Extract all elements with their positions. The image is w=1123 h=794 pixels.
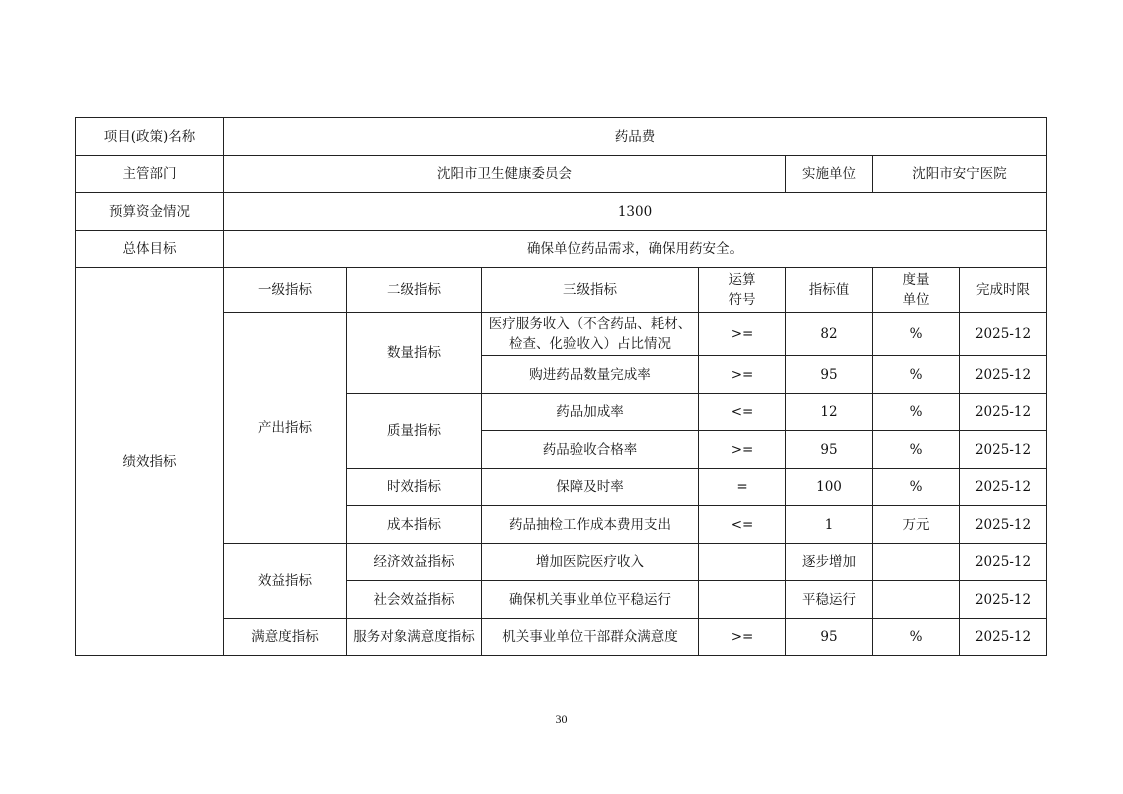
indicator-cell: 保障及时率: [482, 469, 699, 506]
deadline-cell: 2025-12: [960, 469, 1047, 506]
value-cell: 平稳运行: [786, 581, 873, 619]
group-satisfaction: 满意度指标: [224, 619, 347, 656]
unit-cell: 万元: [873, 506, 960, 544]
indicator-cell: 药品验收合格率: [482, 431, 699, 469]
col-unit-header: [873, 268, 960, 313]
unit-cell: %: [873, 394, 960, 431]
unit-cell: [873, 581, 960, 619]
col-op-header-line2: 符号: [728, 292, 756, 308]
group-output: 产出指标: [224, 313, 347, 544]
unit-cell: %: [873, 619, 960, 656]
col-op-header-line1: 运算: [728, 272, 756, 288]
col-value-header: 指标值: [786, 268, 873, 313]
col-level2-header: 二级指标: [347, 268, 482, 313]
goal-row: [76, 231, 1047, 268]
value-cell: 82: [786, 313, 873, 356]
deadline-cell: 2025-12: [960, 619, 1047, 656]
dept-value: 沈阳市卫生健康委员会: [224, 156, 786, 193]
operator-cell: =: [699, 469, 786, 506]
indicator-cell: [482, 313, 699, 356]
value-cell: 12: [786, 394, 873, 431]
budget-row: [76, 193, 1047, 231]
performance-table: [75, 117, 1047, 656]
unit-cell: %: [873, 431, 960, 469]
goal-label: 总体目标: [76, 231, 224, 268]
column-header-row: [76, 268, 1047, 313]
subgroup-social: 社会效益指标: [347, 581, 482, 619]
subgroup-quality: 质量指标: [347, 394, 482, 469]
operator-cell: [699, 544, 786, 581]
deadline-cell: 2025-12: [960, 581, 1047, 619]
operator-cell: >=: [699, 313, 786, 356]
operator-cell: >=: [699, 619, 786, 656]
operator-cell: <=: [699, 394, 786, 431]
indicator-cell: 药品抽检工作成本费用支出: [482, 506, 699, 544]
deadline-cell: 2025-12: [960, 431, 1047, 469]
deadline-cell: 2025-12: [960, 394, 1047, 431]
subgroup-timeliness: 时效指标: [347, 469, 482, 506]
unit-cell: %: [873, 313, 960, 356]
perf-label: 绩效指标: [76, 268, 224, 656]
subgroup-cost: 成本指标: [347, 506, 482, 544]
operator-cell: >=: [699, 431, 786, 469]
indicator-cell: 确保机关事业单位平稳运行: [482, 581, 699, 619]
col-level1-header: 一级指标: [224, 268, 347, 313]
operator-cell: <=: [699, 506, 786, 544]
deadline-cell: 2025-12: [960, 313, 1047, 356]
deadline-cell: 2025-12: [960, 544, 1047, 581]
impl-value: 沈阳市安宁医院: [873, 156, 1047, 193]
indicator-cell: 增加医院医疗收入: [482, 544, 699, 581]
indicator-line2: 检查、化验收入）占比情况: [509, 336, 671, 352]
project-name-value: 药品费: [224, 118, 1047, 156]
value-cell: 95: [786, 431, 873, 469]
budget-value: 1300: [224, 193, 1047, 231]
operator-cell: [699, 581, 786, 619]
indicator-cell: 机关事业单位干部群众满意度: [482, 619, 699, 656]
col-op-header: [699, 268, 786, 313]
project-name-label: 项目(政策)名称: [76, 118, 224, 156]
operator-cell: >=: [699, 356, 786, 394]
value-cell: 100: [786, 469, 873, 506]
goal-value: 确保单位药品需求，确保用药安全。: [224, 231, 1047, 268]
subgroup-service: 服务对象满意度指标: [347, 619, 482, 656]
unit-cell: %: [873, 356, 960, 394]
value-cell: 95: [786, 356, 873, 394]
subgroup-economic: 经济效益指标: [347, 544, 482, 581]
unit-cell: %: [873, 469, 960, 506]
deadline-cell: 2025-12: [960, 356, 1047, 394]
col-level3-header: 三级指标: [482, 268, 699, 313]
project-name-row: [76, 118, 1047, 156]
page-number: 30: [555, 712, 568, 726]
col-deadline-header: 完成时限: [960, 268, 1047, 313]
group-benefit: 效益指标: [224, 544, 347, 619]
budget-label: 预算资金情况: [76, 193, 224, 231]
col-unit-header-line1: 度量: [902, 272, 930, 288]
unit-cell: [873, 544, 960, 581]
col-unit-header-line2: 单位: [902, 292, 930, 308]
value-cell: 逐步增加: [786, 544, 873, 581]
deadline-cell: 2025-12: [960, 506, 1047, 544]
dept-label: 主管部门: [76, 156, 224, 193]
value-cell: 1: [786, 506, 873, 544]
indicator-cell: 药品加成率: [482, 394, 699, 431]
department-row: [76, 156, 1047, 193]
value-cell: 95: [786, 619, 873, 656]
impl-label: 实施单位: [786, 156, 873, 193]
subgroup-quantity: 数量指标: [347, 313, 482, 394]
indicator-cell: 购进药品数量完成率: [482, 356, 699, 394]
indicator-line1: 医疗服务收入（不含药品、耗材、: [488, 316, 692, 332]
